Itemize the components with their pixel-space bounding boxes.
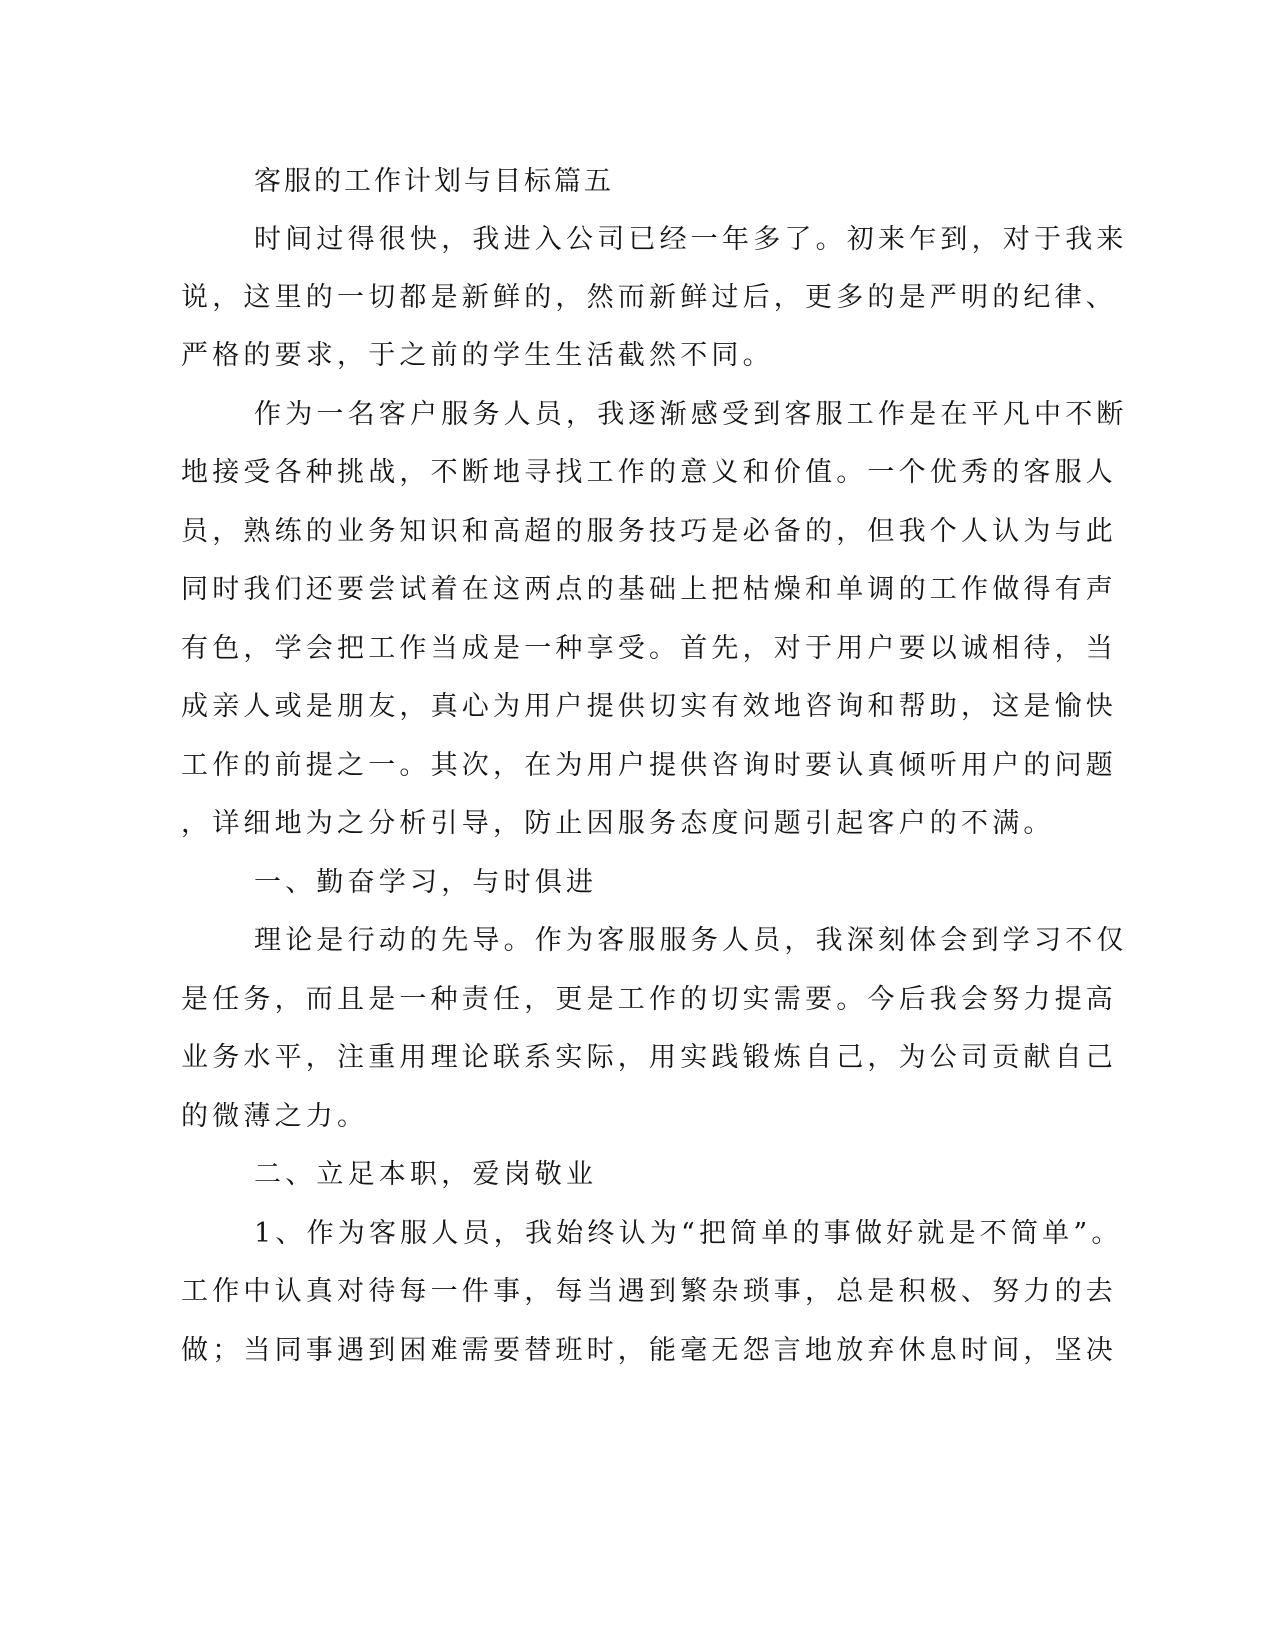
paragraph-line: ，详细地为之分析引导，防止因服务态度问题引起客户的不满。 — [181, 808, 1055, 839]
section-heading: 二、立足本职，爱岗敬业 — [254, 1159, 598, 1190]
paragraph-line: 成亲人或是朋友，真心为用户提供切实有效地咨询和帮助，这是愉快 — [181, 691, 1117, 722]
paragraph-line: 作为一名客户服务人员，我逐渐感受到客服工作是在平凡中不断 — [254, 399, 1128, 430]
paragraph-line: 说，这里的一切都是新鲜的，然而新鲜过后，更多的是严明的纪律、 — [181, 282, 1117, 313]
paragraph-line: 时间过得很快，我进入公司已经一年多了。初来乍到，对于我来 — [254, 224, 1128, 255]
paragraph-line: 严格的要求，于之前的学生生活截然不同。 — [181, 340, 774, 371]
paragraph-line: 地接受各种挑战，不断地寻找工作的意义和价值。一个优秀的客服人 — [181, 457, 1117, 488]
paragraph-line: 员，熟练的业务知识和高超的服务技巧是必备的，但我个人认为与此 — [181, 516, 1117, 547]
paragraph-line: 同时我们还要尝试着在这两点的基础上把枯燥和单调的工作做得有声 — [181, 574, 1117, 605]
document-title: 客服的工作计划与目标篇五 — [254, 166, 614, 197]
paragraph-line: 有色，学会把工作当成是一种享受。首先，对于用户要以诚相待，当 — [181, 633, 1117, 664]
paragraph-line: 业务水平，注重用理论联系实际，用实践锻炼自己，为公司贡献自己 — [181, 1042, 1117, 1073]
paragraph-line: 是任务，而且是一种责任，更是工作的切实需要。今后我会努力提高 — [181, 984, 1117, 1015]
paragraph-line: 的微薄之力。 — [181, 1101, 369, 1132]
paragraph-line: 工作中认真对待每一件事，每当遇到繁杂琐事，总是积极、努力的去 — [181, 1276, 1117, 1307]
paragraph-line: 工作的前提之一。其次，在为用户提供咨询时要认真倾听用户的问题 — [181, 750, 1117, 781]
section-heading: 一、勤奋学习，与时俱进 — [254, 867, 598, 898]
paragraph-line: 做；当同事遇到困难需要替班时，能毫无怨言地放弃休息时间，坚决 — [181, 1335, 1117, 1366]
paragraph-line: 1、作为客服人员，我始终认为“把简单的事做好就是不简单”。 — [254, 1218, 1123, 1249]
paragraph-line: 理论是行动的先导。作为客服服务人员，我深刻体会到学习不仅 — [254, 925, 1128, 956]
